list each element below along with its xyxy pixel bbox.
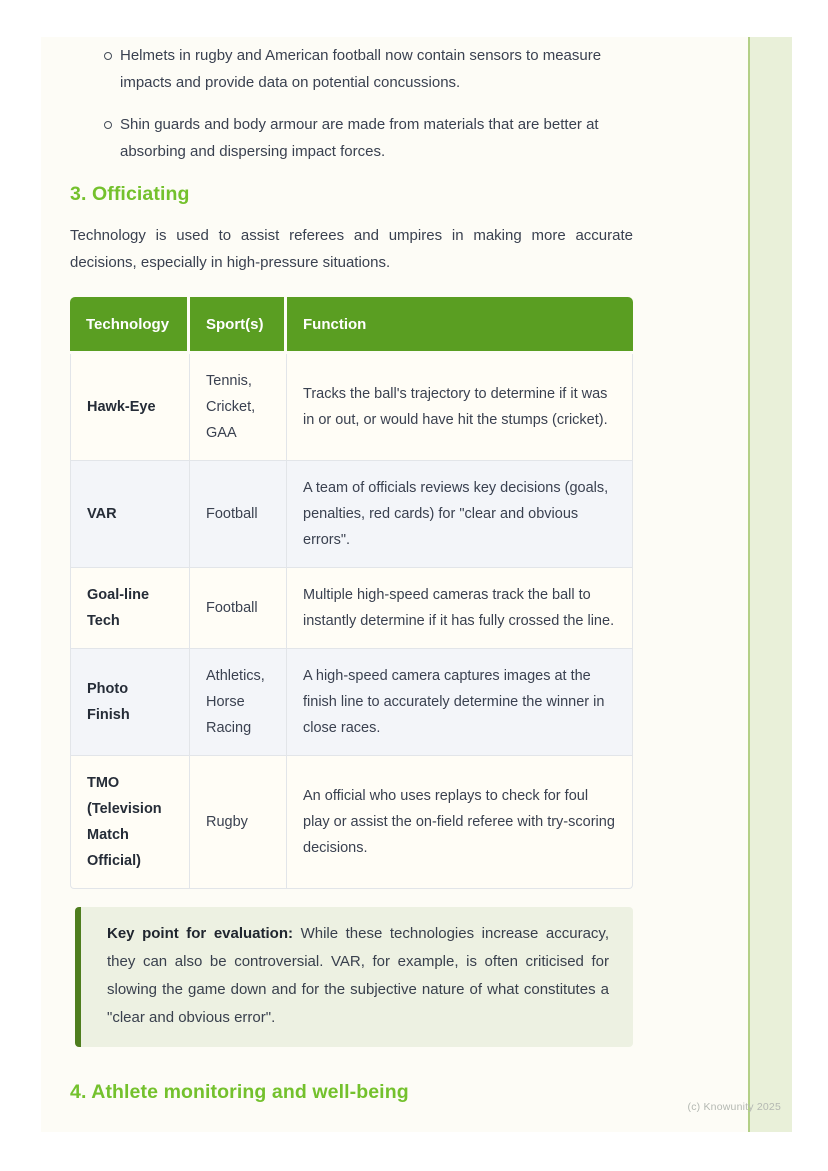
technology-cell: TMO (Television Match Official) bbox=[70, 756, 190, 889]
table-header-row bbox=[70, 297, 633, 354]
table-row bbox=[70, 649, 633, 756]
bullet-list bbox=[70, 42, 633, 165]
function-cell: A high-speed camera captures images at the finish line to accurately determine the winner in close races. bbox=[287, 649, 633, 756]
sports-cell: Rugby bbox=[190, 756, 287, 889]
function-cell: An official who uses replays to check for foul play or assist the on-field referee with try-scoring decisions. bbox=[287, 756, 633, 889]
column-header-function: Function bbox=[287, 297, 633, 354]
sports-cell: Football bbox=[190, 568, 287, 649]
callout-body: While these technologies increase accuracy, they can also be controversial. VAR, for example, is often criticised for slowing the game down and for the subjective nature of what constitutes a "clear and obvious error". bbox=[107, 925, 609, 1026]
technology-cell: Photo Finish bbox=[70, 649, 190, 756]
function-cell: Multiple high-speed cameras track the ball to instantly determine if it has fully crossed the line. bbox=[287, 568, 633, 649]
function-cell: A team of officials reviews key decisions (goals, penalties, red cards) for "clear and obvious errors". bbox=[287, 461, 633, 568]
column-header-technology: Technology bbox=[70, 297, 190, 354]
callout-lead: Key point for evaluation: bbox=[107, 925, 294, 942]
sports-cell: Athletics, Horse Racing bbox=[190, 649, 287, 756]
bullet-text: Helmets in rugby and American football now contain sensors to measure impacts and provide data on potential concussions. bbox=[120, 47, 602, 91]
section-4-heading: 4. Athlete monitoring and well-being bbox=[70, 1081, 409, 1103]
technology-cell: Goal-line Tech bbox=[70, 568, 190, 649]
circle-bullet-icon bbox=[104, 52, 112, 60]
page-card bbox=[41, 37, 792, 1132]
circle-bullet-icon bbox=[104, 121, 112, 129]
function-cell: Tracks the ball's trajectory to determine if it was in or out, or would have hit the stumps (cricket). bbox=[287, 354, 633, 461]
key-point-callout bbox=[75, 907, 633, 1047]
list-item bbox=[70, 42, 633, 96]
technology-cell: Hawk-Eye bbox=[70, 354, 190, 461]
sports-cell: Football bbox=[190, 461, 287, 568]
bullet-text: Shin guards and body armour are made from materials that are better at absorbing and dispersing impact forces. bbox=[120, 116, 599, 160]
technology-cell: VAR bbox=[70, 461, 190, 568]
content-area bbox=[70, 37, 633, 1104]
table-row bbox=[70, 354, 633, 461]
officiating-table bbox=[70, 297, 633, 889]
list-item bbox=[70, 111, 633, 165]
column-header-sports: Sport(s) bbox=[190, 297, 287, 354]
table-row bbox=[70, 568, 633, 649]
sports-cell: Tennis, Cricket, GAA bbox=[190, 354, 287, 461]
table-row bbox=[70, 461, 633, 568]
table-row bbox=[70, 756, 633, 889]
section-3-heading: 3. Officiating bbox=[70, 183, 190, 205]
edge-stripe bbox=[748, 37, 792, 1132]
section-3-intro: Technology is used to assist referees and umpires in making more accurate decisions, especially in high-pressure situations. bbox=[70, 227, 633, 271]
watermark: (c) Knowunity 2025 bbox=[687, 1101, 781, 1113]
